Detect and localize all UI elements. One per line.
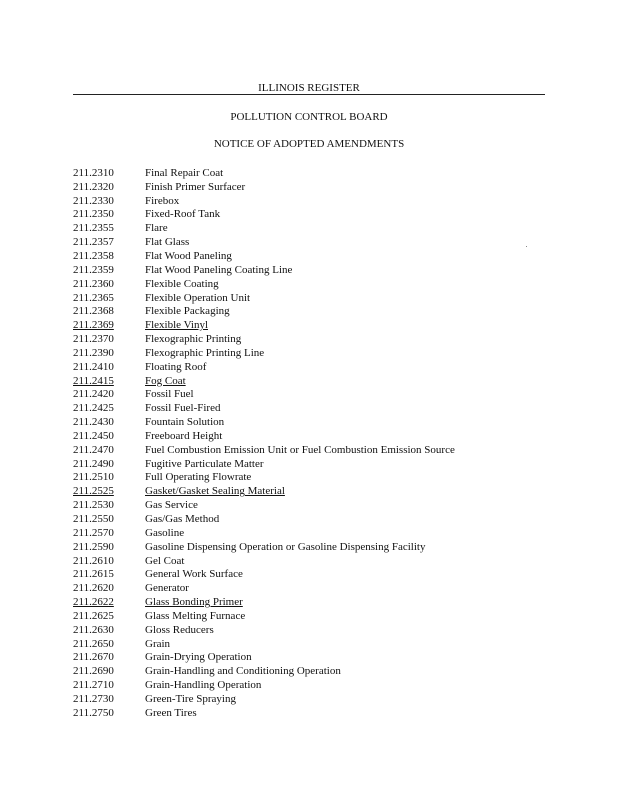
section-number: 211.2690: [73, 665, 114, 678]
definition-term: Flat Wood Paneling: [145, 249, 232, 262]
section-number: 211.2470: [73, 443, 114, 456]
section-number: 211.2390: [73, 346, 114, 359]
definition-term: Flare: [145, 222, 168, 235]
definition-term: Grain: [145, 637, 171, 650]
section-number: 211.2420: [73, 388, 114, 401]
section-number: 211.2620: [73, 582, 114, 595]
definition-row: [73, 637, 455, 651]
section-number: 211.2365: [73, 291, 114, 304]
definition-term: Fixed-Roof Tank: [145, 208, 221, 221]
definition-row: [73, 623, 455, 637]
definition-term: Firebox: [145, 194, 180, 207]
definition-row: [73, 692, 455, 706]
definition-term: Grain-Drying Operation: [145, 651, 252, 664]
section-number: 211.2615: [73, 568, 114, 581]
definition-row: [73, 567, 455, 581]
section-number: 211.2670: [73, 651, 114, 664]
definition-row: [73, 332, 455, 346]
definition-row: [73, 304, 455, 318]
definition-term: Fugitive Particulate Matter: [145, 457, 264, 470]
section-number: 211.2410: [73, 360, 114, 373]
section-number: 211.2730: [73, 692, 114, 705]
definition-term: Fountain Solution: [145, 416, 225, 429]
section-number: 211.2510: [73, 471, 114, 484]
section-number: 211.2590: [73, 540, 114, 553]
section-number: 211.2415: [73, 374, 114, 387]
definition-row: [73, 595, 455, 609]
section-number: 211.2570: [73, 526, 114, 539]
section-number: 211.2550: [73, 513, 114, 526]
definition-term: Fossil Fuel-Fired: [145, 402, 221, 415]
notice-title: NOTICE OF ADOPTED AMENDMENTS: [213, 138, 405, 150]
definition-row: [73, 443, 455, 457]
definition-term: Grain-Handling and Conditioning Operation: [145, 665, 341, 678]
section-number: 211.2622: [73, 596, 114, 609]
definition-term: Flexographic Printing Line: [145, 346, 265, 359]
definition-row: [73, 678, 455, 692]
section-number: 211.2490: [73, 457, 114, 470]
register-title: ILLINOIS REGISTER: [258, 82, 360, 94]
section-number: 211.2370: [73, 333, 114, 346]
definition-term: Green-Tire Spraying: [145, 692, 236, 705]
definition-term: Fuel Combustion Emission Unit or Fuel Combustion Emission Source: [145, 443, 455, 456]
definitions-list: [73, 166, 455, 720]
section-number: 211.2610: [73, 554, 114, 567]
definition-term: Flexible Coating: [145, 277, 219, 290]
section-number: 211.2360: [73, 277, 114, 290]
definition-row: [73, 484, 455, 498]
definition-row: [73, 374, 455, 388]
section-number: 211.2650: [73, 637, 114, 650]
section-number: 211.2710: [73, 679, 114, 692]
definition-row: [73, 526, 455, 540]
section-number: 211.2350: [73, 208, 114, 221]
definition-term: Gel Coat: [145, 554, 185, 567]
definition-term: Freeboard Height: [145, 429, 223, 442]
definition-term: Full Operating Flowrate: [145, 471, 252, 484]
section-number: 211.2310: [73, 166, 114, 179]
definition-term: Flexible Packaging: [145, 305, 230, 318]
definition-term: Flat Wood Paneling Coating Line: [145, 263, 293, 276]
definition-term: General Work Surface: [145, 568, 243, 581]
section-number: 211.2330: [73, 194, 114, 207]
definition-row: [73, 277, 455, 291]
section-number: 211.2368: [73, 305, 114, 318]
definition-term: Gas Service: [145, 499, 198, 512]
definition-row: [73, 429, 455, 443]
board-title: POLLUTION CONTROL BOARD: [230, 111, 388, 123]
definition-row: [73, 609, 455, 623]
definition-row: [73, 664, 455, 678]
definition-row: [73, 401, 455, 415]
definition-term: Flexible Vinyl: [145, 319, 208, 332]
definition-row: [73, 221, 455, 235]
definition-term: Grain-Handling Operation: [145, 679, 262, 692]
section-number: 211.2630: [73, 623, 114, 636]
section-number: 211.2530: [73, 499, 114, 512]
section-number: 211.2425: [73, 402, 114, 415]
section-number: 211.2369: [73, 319, 114, 332]
definition-term: Flexible Operation Unit: [145, 291, 251, 304]
definition-row: [73, 318, 455, 332]
definition-term: Gasoline: [145, 526, 185, 539]
definition-row: [73, 415, 455, 429]
definition-row: [73, 180, 455, 194]
definition-term: Flexographic Printing: [145, 333, 242, 346]
section-number: 211.2359: [73, 263, 114, 276]
definition-row: [73, 194, 455, 208]
section-number: 211.2355: [73, 222, 114, 235]
definition-row: [73, 554, 455, 568]
definition-term: Glass Melting Furnace: [145, 609, 246, 622]
definition-row: [73, 263, 455, 277]
section-number: 211.2450: [73, 429, 114, 442]
definition-row: [73, 249, 455, 263]
definition-row: [73, 360, 455, 374]
definition-row: [73, 651, 455, 665]
definition-row: [73, 512, 455, 526]
definition-row: [73, 540, 455, 554]
definition-term: Fossil Fuel: [145, 388, 194, 401]
definition-term: Glass Bonding Primer: [145, 596, 243, 609]
section-number: 211.2358: [73, 249, 114, 262]
definition-row: [73, 166, 455, 180]
definition-row: [73, 388, 455, 402]
definition-term: Fog Coat: [145, 374, 186, 387]
definition-term: Gasoline Dispensing Operation or Gasoline Dispensing Facility: [145, 540, 426, 553]
definition-term: Gas/Gas Method: [145, 513, 220, 526]
definition-term: Gloss Reducers: [145, 623, 214, 636]
definition-row: [73, 581, 455, 595]
definition-term: Final Repair Coat: [145, 166, 224, 179]
definition-row: [73, 498, 455, 512]
definition-row: [73, 471, 455, 485]
definition-row: [73, 457, 455, 471]
definition-term: Green Tires: [145, 706, 197, 719]
definition-term: Generator: [145, 582, 189, 595]
section-number: 211.2525: [73, 485, 114, 498]
definition-row: [73, 208, 455, 222]
definition-row: [73, 235, 455, 249]
definition-term: Gasket/Gasket Sealing Material: [145, 485, 285, 498]
definition-term: Finish Primer Surfacer: [145, 180, 246, 193]
header-rule: [73, 94, 545, 95]
section-number: 211.2357: [73, 236, 114, 249]
section-number: 211.2625: [73, 609, 114, 622]
section-number: 211.2320: [73, 180, 114, 193]
scan-speck: [526, 246, 527, 247]
section-number: 211.2750: [73, 706, 114, 719]
definition-term: Flat Glass: [145, 236, 190, 249]
definition-row: [73, 706, 455, 720]
definition-row: [73, 346, 455, 360]
definition-term: Floating Roof: [145, 360, 207, 373]
section-number: 211.2430: [73, 416, 114, 429]
definition-row: [73, 291, 455, 305]
